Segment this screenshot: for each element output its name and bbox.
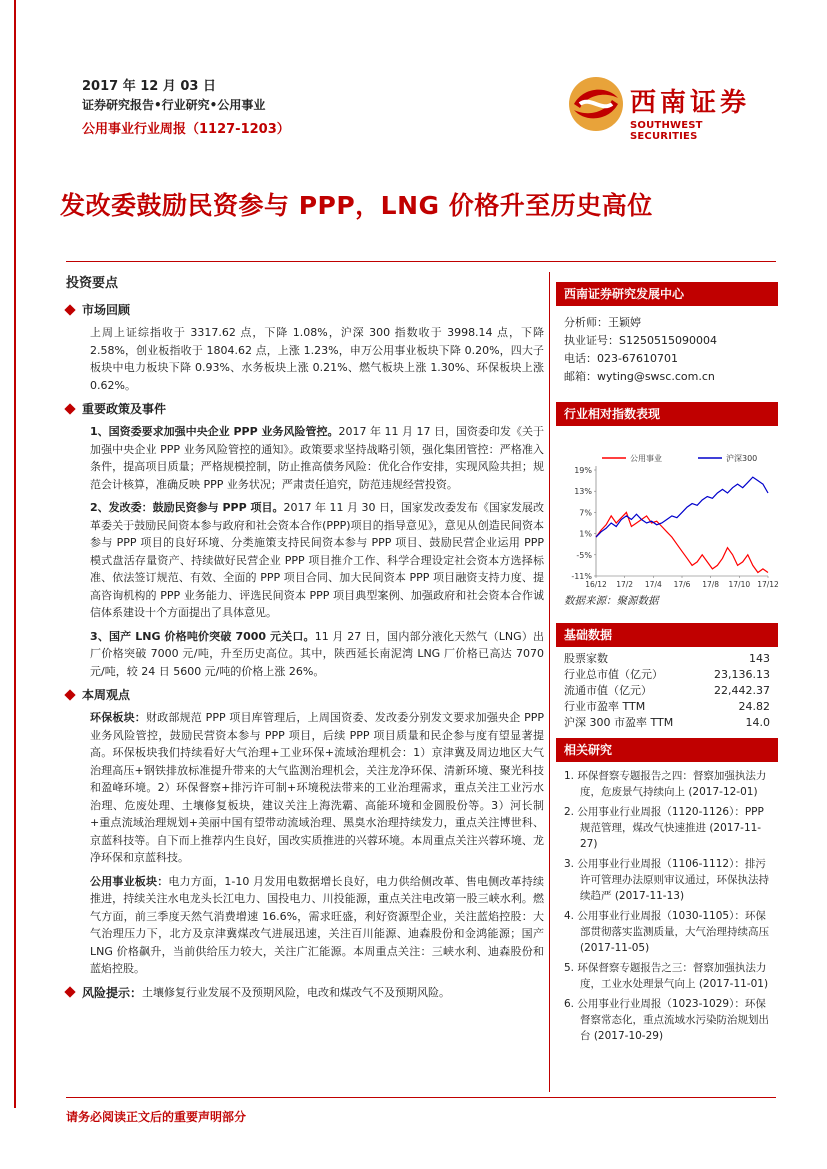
util-text: 电力方面，1-10 月发用电数据增长良好，电力供给侧改革、售电侧改革持续推进，持续关注水电龙头长江电力、国投电力、川投能源，重点关注电改第一股三峡水利。燃气方面，前三季度天然气消费增速 16.6%，需求旺盛，利好资源型企业，关注蓝焰控股：大气治理压力下，北方及京津冀煤改气进展迅速，关注百川能源、迪森股份和金鸿能源；国产 LNG 价格飙升，当前供给压力较大，关注广汇能源。本周重点关注：三峡水利、迪森股份和蓝焰控股。 <box>90 874 544 975</box>
license-number: 执业证号：S1250515090004 <box>564 334 717 347</box>
basic-data-heading: 基础数据 <box>556 623 778 647</box>
basic-data-key: 沪深 300 市盈率 TTM <box>564 716 674 729</box>
weekly-label: 公用事业行业周报（1127-1203） <box>82 122 290 137</box>
basic-data-box <box>556 623 778 731</box>
email-address: 邮箱：wyting@swsc.com.cn <box>564 370 715 383</box>
legend-label: 沪深300 <box>726 454 758 463</box>
policy-item-lead: 2、发改委：鼓励民资参与 PPP 项目。 <box>90 501 284 514</box>
policy-item <box>66 423 544 493</box>
footer-disclaimer: 请务必阅读正文后的重要声明部分 <box>66 1110 247 1124</box>
diamond-bullet-icon <box>64 403 75 414</box>
related-research-heading: 相关研究 <box>556 738 778 762</box>
basic-data-value: 23,136.13 <box>714 668 770 681</box>
basic-data-key: 行业总市值（亿元） <box>564 668 663 681</box>
policy-item-text: 2017 年 11 月 17 日，国资委印发《关于加强中央企业 PPP 业务风险管控的通知》。政策要求坚持战略引领，强化集团管控：严格准入条件，提高项目质量；严格规模控制，防止推高债务风险：优化合作安排，实现风险共担；规范会计核算，准确反映 PPP 业务状况；严肃责任追究，防范违规经营投资。 <box>90 425 544 491</box>
view-section <box>66 686 544 978</box>
basic-data-key: 流通市值（亿元） <box>564 684 652 697</box>
y-tick-label: -5% <box>576 550 592 560</box>
x-tick-label: 16/12 <box>585 580 607 588</box>
research-center-box <box>556 282 778 386</box>
util-lead: 公用事业板块： <box>90 874 169 888</box>
related-research-box <box>556 738 778 1048</box>
basic-data-value: 24.82 <box>738 700 770 713</box>
env-text: 财政部规范 PPP 项目库管理后，上周国资委、发改委分别发文要求加强央企 PPP 业务风险管控，鼓励民营资本参与 PPP 项目，后续 PPP 项目质量和民企参与度有望显著提高。环保板块我们持续看好大气治理+工业环保+流域治理机会：1）京津冀及周边地区大气治理高压+钢铁排放标准提升带来的大气监测治理机会，关注龙净环保、清新环境、聚光科技和盈峰环境。2）环保督察+排污许可制+环境税法带来的工业治理需求，重点关注工业污水治理、危废处理、土壤修复板块，建议关注上海洗霸、高能环境和金圆股份等。3）河长制+重点流域治理规划+美丽中国有望带动流域治理、黑臭水治理持续发力，重点关注博世科、京蓝科技等。自下而上推荐内生良好，国改实质推进的兴蓉环境。本周重点关注兴蓉环境、龙净环保和京蓝科技。 <box>90 711 545 864</box>
y-tick-label: 1% <box>579 529 592 539</box>
related-research-item[interactable]: 5. 环保督察专题报告之三：督察加强执法力度，工业水处理景气向上 (2017-11-01) <box>564 962 769 990</box>
x-tick-label: 17/4 <box>644 580 662 588</box>
related-research-item[interactable]: 2. 公用事业行业周报（1120-1126）：PPP 规范管理，煤改气快速推进 (2017-11-27) <box>564 806 764 850</box>
env-lead: 环保板块： <box>90 711 146 724</box>
market-review-text: 上周上证综指收于 3317.62 点，下降 1.08%，沪深 300 指数收于 3998.14 点，下降 2.58%，创业板指收于 1804.62 点，上涨 1.23%，申万公用事业板块下降 0.20%，四大子板块中电力板块下降 0.93%、水务板块上涨 0.21%、燃气板块上涨 1.30%、环保板块上涨 0.62%。 <box>90 326 544 392</box>
basic-data-row <box>556 667 778 683</box>
series-line <box>596 512 768 572</box>
basic-data-row <box>556 715 778 731</box>
risk-section <box>66 984 544 1001</box>
basic-data-value: 14.0 <box>745 716 770 729</box>
basic-data-row <box>556 651 778 667</box>
company-logo <box>566 74 766 142</box>
diamond-bullet-icon <box>64 986 75 997</box>
report-date: 2017 年 12 月 03 日 <box>82 79 216 94</box>
report-type: 证券研究报告•行业研究•公用事业 <box>82 98 266 112</box>
logo-name-en: SOUTHWEST SECURITIES <box>630 120 703 142</box>
basic-data-row <box>556 683 778 699</box>
related-research-item[interactable]: 3. 公用事业行业周报（1106-1112）：排污许可管理办法原则审议通过，环保执法持续趋严 (2017-11-13) <box>564 858 769 902</box>
policy-section <box>66 400 544 680</box>
market-review-section <box>66 301 544 394</box>
y-tick-label: 7% <box>579 508 592 518</box>
related-research-item[interactable]: 1. 环保督察专题报告之四：督察加强执法力度，危废景气持续向上 (2017-12-01) <box>564 770 767 798</box>
policy-item-text: 2017 年 11 月 30 日，国家发改委发布《国家发展改革委关于鼓励民间资本参与政府和社会资本合作(PPP)项目的指导意见》，意见从创造民间资本参与 PPP 项目的良好环境、分类施策支持民间资本参与 PPP 项目、鼓励民营企业运用 PPP 模式盘活存量资产、持续做好民营企业 PPP 项目推介工作、科学合理设定社会资本方选择标准、依法签订规范、有效、全面的 PPP 项目合同、加大民间资本 PPP 项目融资支持力度、提高咨询机构的 PPP 业务能力、评选民间资本 PPP 项目典型案例、加强政府和社会资本合作诚信体系建设十个方面提出了具体意见。 <box>90 501 544 619</box>
y-tick-label: -11% <box>571 572 592 581</box>
risk-text: 土壤修复行业发展不及预期风险，电改和煤改气不及预期风险。 <box>142 986 451 999</box>
phone-number: 电话：023-67610701 <box>564 352 678 365</box>
y-tick-label: 13% <box>574 487 592 497</box>
basic-data-value: 22,442.37 <box>714 684 770 697</box>
risk-heading: 风险提示： <box>82 985 143 1000</box>
policy-item <box>66 499 544 622</box>
x-tick-label: 17/12 <box>757 580 778 588</box>
policy-heading: 重要政策及事件 <box>82 402 167 416</box>
left-red-rule <box>14 0 16 1108</box>
analyst-name: 分析师：王颖婷 <box>564 316 641 329</box>
basic-data-key: 股票家数 <box>564 652 608 665</box>
policy-item-lead: 3、国产 LNG 价格吨价突破 7000 元关口。 <box>90 629 315 643</box>
logo-mark-icon <box>566 74 626 134</box>
legend-label: 公用事业 <box>630 454 662 463</box>
y-tick-label: 19% <box>574 466 592 475</box>
index-performance-box <box>556 402 778 610</box>
policy-item-text: 11 月 27 日，国内部分液化天然气（LNG）出厂价格突破 7000 元/吨，升至历史高位。其中，陕西延长南泥湾 LNG 厂价格已高达 7070 元/吨，较 24 日 5600 元/吨的价格上涨 26%。 <box>90 629 544 678</box>
util-paragraph <box>66 873 544 978</box>
market-review-heading: 市场回顾 <box>82 303 131 317</box>
x-tick-label: 17/6 <box>673 580 691 588</box>
related-research-item[interactable]: 6. 公用事业行业周报（1023-1029）：环保督察常态化，重点流域水污染防治规划出台 (2017-10-29) <box>564 998 769 1042</box>
view-heading: 本周观点 <box>82 688 131 702</box>
env-paragraph <box>66 709 544 867</box>
basic-data-value: 143 <box>749 652 770 665</box>
diamond-bullet-icon <box>64 304 75 315</box>
x-tick-label: 17/10 <box>728 580 751 588</box>
basic-data-row <box>556 699 778 715</box>
chart-source: 数据来源：聚源数据 <box>564 595 659 607</box>
report-title: 发改委鼓励民资参与 PPP，LNG 价格升至历史高位 <box>60 191 653 220</box>
basic-data-key: 行业市盈率 TTM <box>564 700 646 713</box>
logo-name-cn: 西南证券 <box>630 88 751 118</box>
policy-item-lead: 1、国资委要求加强中央企业 PPP 业务风险管控。 <box>90 425 339 438</box>
x-tick-label: 17/2 <box>616 580 634 588</box>
main-column <box>66 272 544 1007</box>
research-center-heading: 西南证券研究发展中心 <box>556 282 778 306</box>
relative-index-chart <box>556 426 778 588</box>
x-tick-label: 17/8 <box>702 580 720 588</box>
sidebar-divider <box>549 272 550 1092</box>
series-line <box>596 477 768 537</box>
policy-item <box>66 628 544 681</box>
invest-heading: 投资要点 <box>66 276 119 291</box>
title-divider <box>66 261 776 262</box>
related-research-item[interactable]: 4. 公用事业行业周报（1030-1105）：环保部贯彻落实监测质量，大气治理持续高压 (2017-11-05) <box>564 910 769 954</box>
footer-divider <box>66 1097 776 1098</box>
diamond-bullet-icon <box>64 689 75 700</box>
index-performance-heading: 行业相对指数表现 <box>556 402 778 426</box>
